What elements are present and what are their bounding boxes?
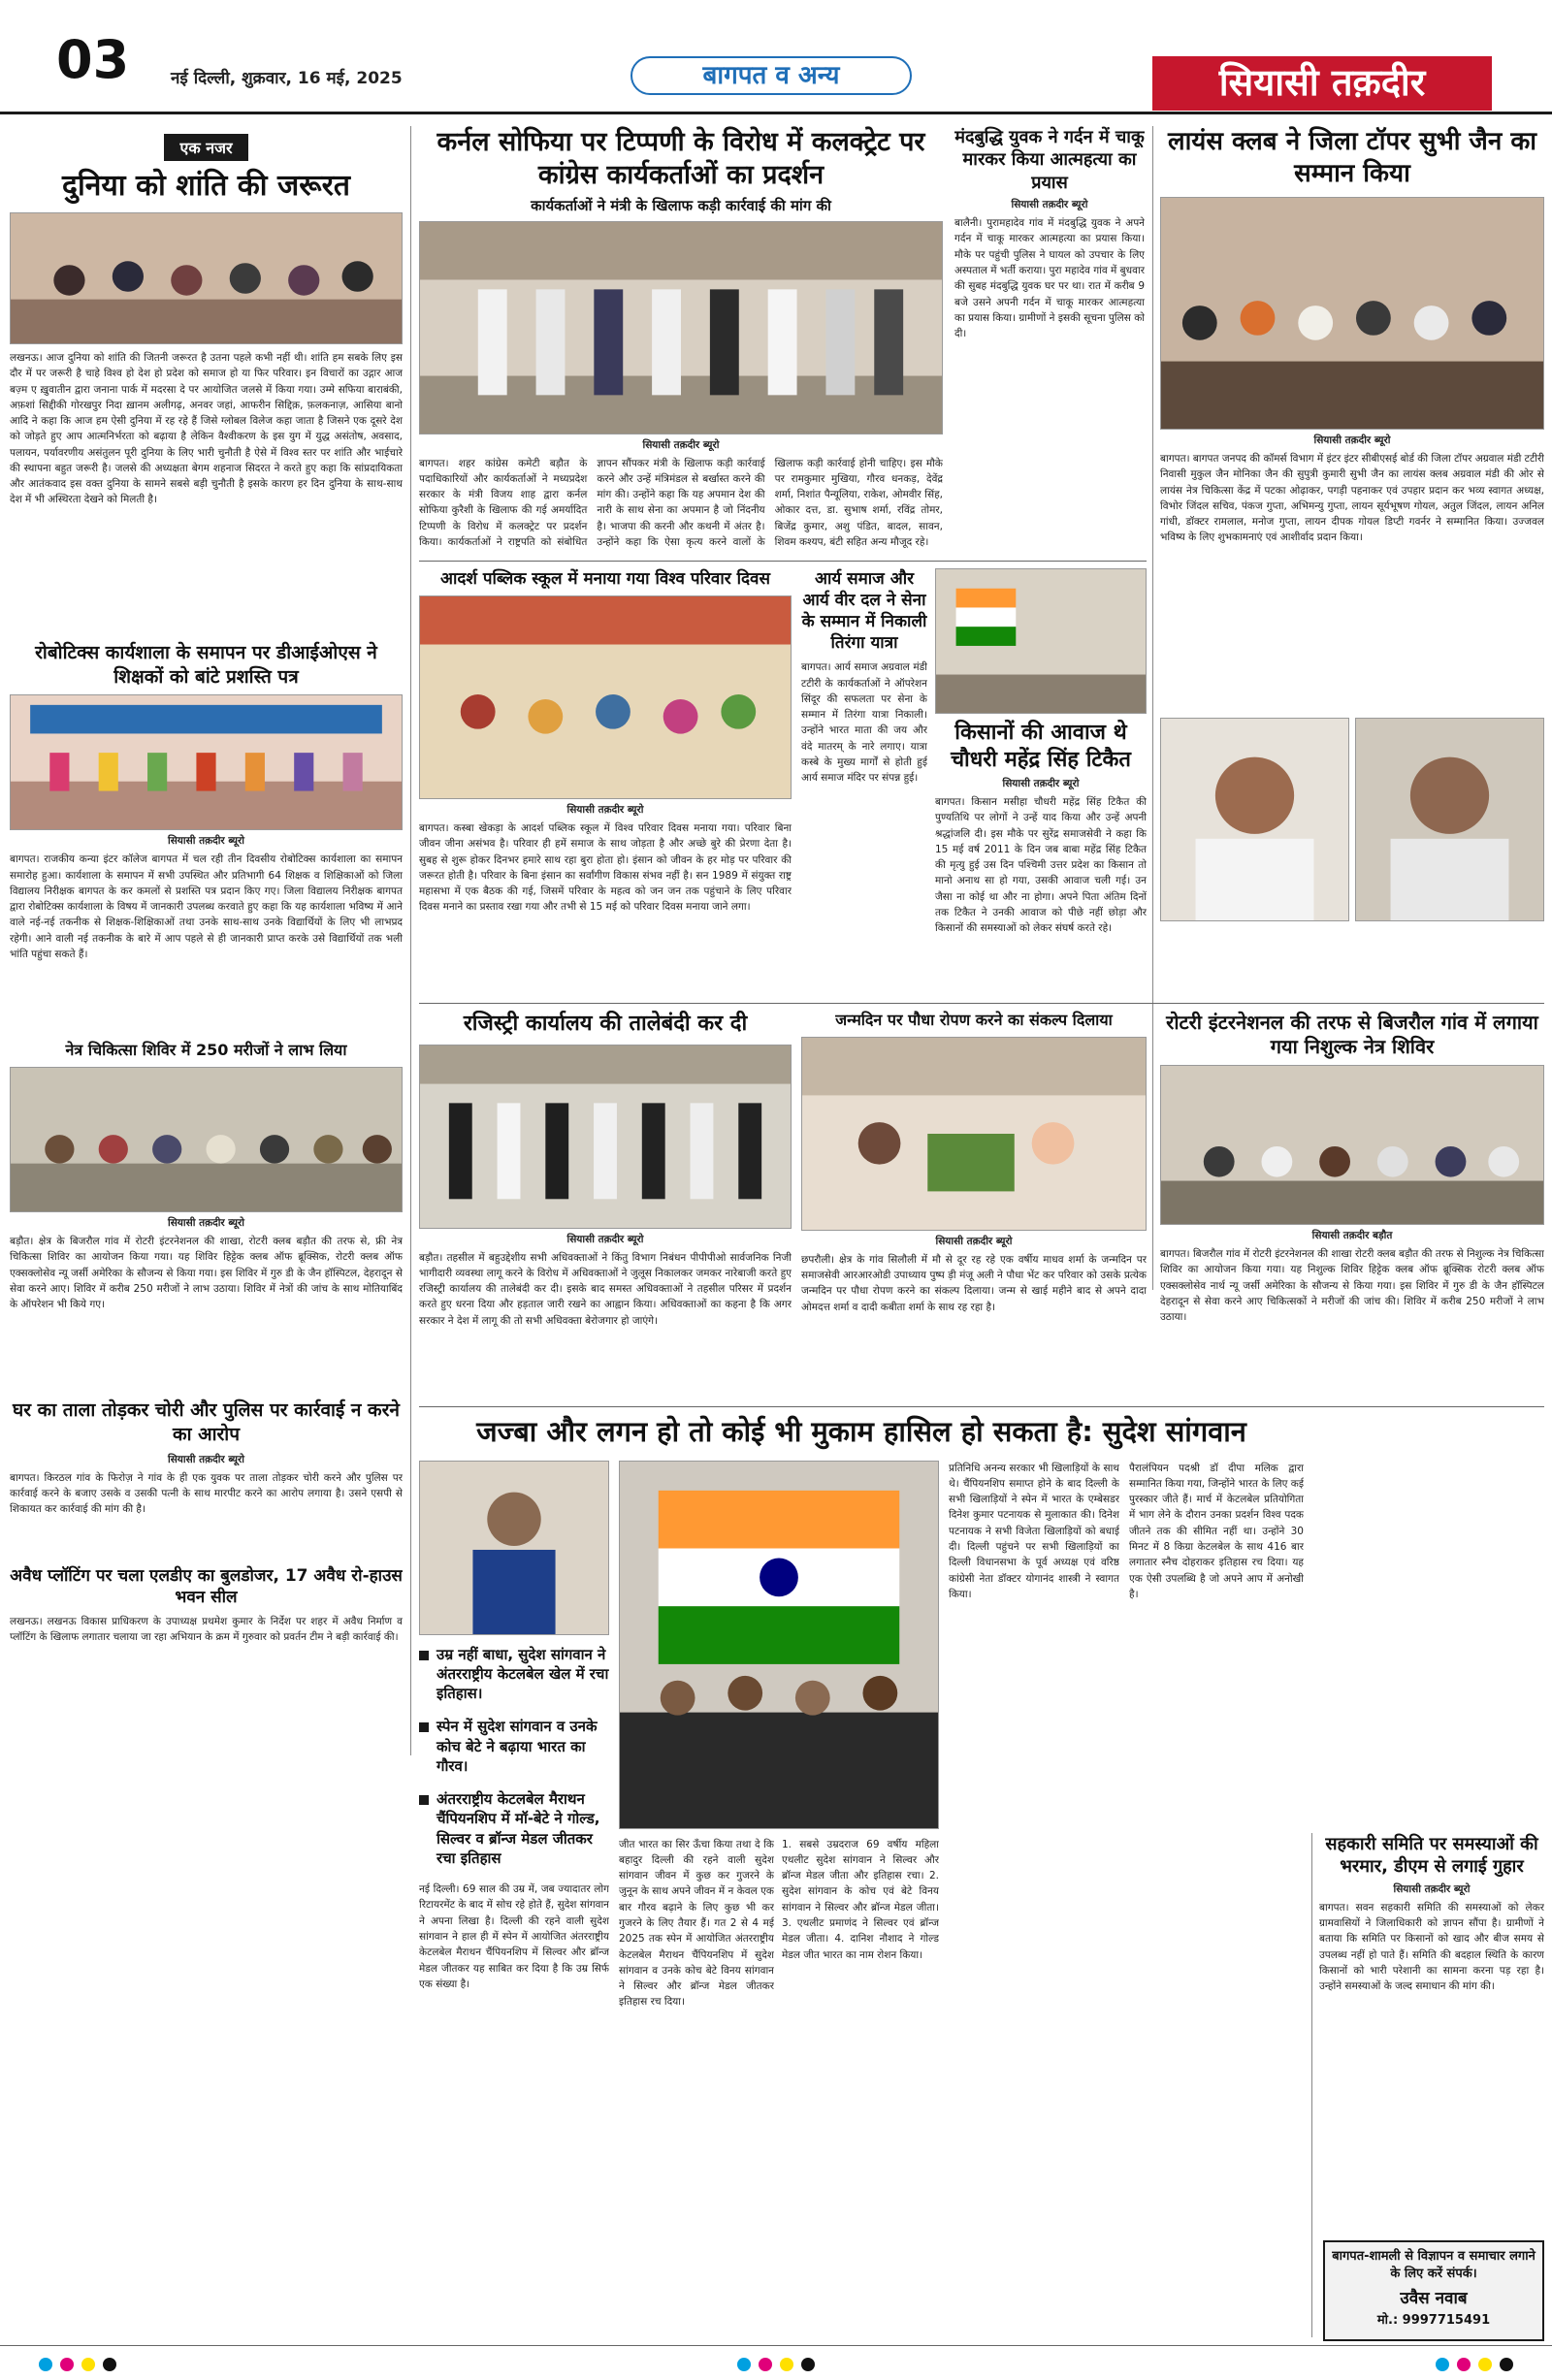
article-body: बागपत। किरठल गांव के फिरोज़ ने गांव के ही एक युवक पर ताला तोड़कर चोरी करने और पुलिस पर कार्रवाई करने के बजाए उसके व उसकी पत्नी के साथ मारपीट करने का आरोप लगाया है। उसने एसपी से शिकायत कर कार्रवाई की मांग की है। [10, 1471, 403, 1516]
registration-dot [759, 2358, 772, 2371]
article-body: बागपत। राजकीय कन्या इंटर कॉलेज बागपत में चल रही तीन दिवसीय रोबोटिक्स कार्यशाला का समापन समारोह हुआ। कार्यशाला के समापन में सभी उपस्थित और प्रतिभागी 64 शिक्षक व शिक्षिकाओं को जिला विद्यालय निरीक्षक बागपत के कर कमलों से प्रशस्ति पत्र प्रदान किए गए। जिला विद्यालय निरीक्षक बागपत द्वारा रोबोटिक्स कार्यशाला के विषय में जानकारी उपलब्ध करवाते हुए कहा कि यह कार्यशाला भविष्य में आने वाले नई-नई तकनीक से शिक्षक-शिक्षिकाओं तथा उनके साथ-साथ उनके विद्यार्थियों के लिए भी लाभप्रद रहेगी। आने वाली नई तकनीक के बारे में आप पहले से ही जानकारी प्राप्त करके उसे विद्यार्थियों तक भली भांति पहुंचा सकते हैं। [10, 853, 403, 960]
article-body: बागपत। सवन सहकारी समिति की समस्याओं को लेकर ग्रामवासियों ने जिलाधिकारी को ज्ञापन सौंपा है। ग्रामीणों ने बताया कि समिति पर किसानों को खाद और बीज समय से उपलब्ध नहीं हो पाते हैं। समिति की बदहाल स्थिति के कारण किसानों को भारी परेशानी का सामना करना पड़ रहा है। उन्होंने समस्याओं के जल्द समाधान की मांग की। [1319, 1901, 1544, 1993]
ad-contact-name: उवैस नवाब [1400, 2289, 1468, 2309]
registration-dot [39, 2358, 52, 2371]
print-registration-bar [0, 2345, 1552, 2380]
bullet-text: उम्र नहीं बाधा, सुदेश सांगवान ने अंतरराष्ट्रीय केटलबेल खेल में रचा इतिहास। [436, 1645, 609, 1703]
section-divider [419, 1406, 1544, 1407]
headline: सहकारी समिति पर समस्याओं की भरमार, डीएम से लगाई गुहार [1325, 1834, 1538, 1878]
registration-dot [1457, 2358, 1471, 2371]
portrait-photo [1355, 718, 1544, 921]
headline: आदर्श पब्लिक स्कूल में मनाया गया विश्व परिवार दिवस [439, 569, 771, 589]
byline: सियासी तक़दीर ब्यूरो [1011, 199, 1088, 211]
byline: सियासी तक़दीर ब्यूरो [566, 804, 644, 817]
registration-dot [1500, 2358, 1513, 2371]
headline: लायंस क्लब ने जिला टॉपर सुभी जैन का सम्मान किया [1167, 127, 1537, 188]
tikait-photos [1160, 718, 1544, 1009]
article-body: लखनऊ। आज दुनिया को शांति की जितनी जरूरत है उतना पहले कभी नहीं थी। शांति हम सबके लिए इस दौर में पर जरूरी है चाहे विश्व हो देश हो प्रदेश को समाज हो या फिर परिवार। इन विचारों का उद्गार आज बज़्म ए ख़ुवातीन द्वारा जनाना पार्क में मदरसा दे पर आयोजित जलसे में किया गया। उम्मे सफिया बाराबंकी, अफ़शां सिद्दीकी गोरखपुर निदा ख़ानम अलीगढ़, अनवर जहां, आफरीन सिद्दिक़, फ़लकनाज़, आसिया बानो आदि ने कहा कि आज हम ऐसी दुनिया में रह रहे हैं जिसे ग्लोबल विलेज कहा जाता है जिसने एक दूसरे देश को जोड़ते हुए आप आत्मनिर्भरता को बढ़ाया है लेकिन वैश्वीकरण के इस युग में युद्ध असंतोष, अवसाद, पलायन, पर्यावरणीय असंतुलन पूरी दुनिया के लिए भारी चुनौती है ऐसे में विश्व स्तर पर शांति और भाईचारे की स्थापना बहुत जरूरी है। जलसे की अध्यक्षता बेगम शहनाज सिदरत ने करते हुए कहा कि सांप्रदायिकता और आतंकवाद इस वक्त दुनिया के सामने सबसे बड़ी चुनौती है इसके कारण हर दिन दुनिया के साथ-साथ देश में भी अस्थिरता देखने को मिलती है। [10, 352, 403, 506]
news-photo [10, 212, 403, 344]
registration-dot [60, 2358, 74, 2371]
registration-dot [1436, 2358, 1449, 2371]
article-body: बागपत। किसान मसीहा चौधरी महेंद्र सिंह टिकैत की पुण्यतिथि पर लोगों ने उन्हें याद किया और उन्हें अपनी श्रद्धांजलि दी। इस मौके पर सुरेंद्र समाजसेवी ने कहा कि 15 मई वर्ष 2011 के दिन जब बाबा महेंद्र सिंह टिकैत की मृत्यु हुई उस दिन पश्चिमी उत्तर प्रदेश का किसान तो मानो अनाथ सा हो गया, उसकी आवाज चली गई। उन जैसा ना कोई था और ना होगा। अपने पिता अंतिम दिनों तक टिकैत ने उनकी आवाज को पीछे नहीं छोड़ा और किसानों की समस्याओं को लेकर संघर्ष करते रहे। [935, 796, 1147, 935]
news-photo [419, 595, 792, 799]
registration-dot [801, 2358, 815, 2371]
headline: दुनिया को शांति की जरूरत [62, 169, 350, 203]
headline: आर्य समाज और आर्य वीर दल ने सेना के सम्मान में निकाली तिरंगा यात्रा [801, 569, 927, 654]
news-photo [10, 694, 403, 830]
article-body: बड़ौत। क्षेत्र के बिजरौल गांव में रोटरी इंटरनेशनल की शाखा, रोटरी क्लब बड़ौत की तरफ से, फ्री नेत्र चिकित्सा शिविर का आयोजन किया गया। यह शिविर हिट्टेक क्लब ऑफ ब्रूक्सिक, रोटरी क्लब ऑफ एक्सक्लोसेव न्यू जर्सी अमेरिका के सौजन्य से किया गया। इस शिविर में गुरु डी के जैन हॉस्पिटल, देहरादून से सेवा करने आए। शिविर में करीब 250 मरीजों ने लाभ उठाया। शिविर में नेत्रों की जांच के साथ मोतियाबिंद के ऑपरेशन भी किये गए। [10, 1236, 403, 1311]
byline: सियासी तक़दीर ब्यूरो [1313, 434, 1391, 446]
page-number: 03 [56, 29, 130, 90]
issue-date: नई दिल्ली, शुक्रवार, 16 मई, 2025 [171, 69, 403, 88]
story-rotary [1160, 1011, 1544, 1399]
headline: अवैध प्लॉटिंग पर चला एलडीए का बुलडोजर, 17 अवैध रो-हाउस भवन सील [10, 1565, 403, 1607]
highlight-bullet [419, 1645, 609, 1704]
headline: रोटरी इंटरनेशनल की तरफ से बिजरौल गांव में लगाया गया निशुल्क नेत्र शिविर [1166, 1011, 1538, 1058]
bullet-text: स्पेन में सुदेश सांगवान व उनके कोच बेटे ने बढ़ाया भारत का गौरव। [436, 1718, 598, 1775]
news-photo [801, 1037, 1147, 1231]
feature-story [419, 1414, 1304, 2335]
article-body: लखनऊ। लखनऊ विकास प्राधिकरण के उपाध्यक्ष प्रथमेश कुमार के निर्देश पर शहर में अवैध निर्माण व प्लॉटिंग के खिलाफ लगातार चलाया जा रहा अभियान के क्रम में गुरुवार को प्रवर्तन टीम ने बड़ी कार्रवाई की। [10, 1615, 403, 1643]
article-body: प्रतिनिधि अनन्य सरकार भी खिलाड़ियों के साथ थे। चैंपियनशिप समाप्त होने के बाद दिल्ली के सभी खिलाड़ियों ने स्पेन में भारत के एम्बेसडर दिनेश कुमार पटनायक से मुलाकात की। दिनेश पटनायक ने सभी विजेता खिलाड़ियों को बधाई दी। दिल्ली पहुंचने पर सभी खिलाड़ियों का दिल्ली विधानसभा के पूर्व अध्यक्ष एवं वरिष्ठ कांग्रेसी नेता डॉक्टर योगानंद शास्त्री ने स्वागत किया। [949, 1462, 1119, 1600]
story-registry [419, 1011, 792, 1399]
registration-dot [103, 2358, 116, 2371]
feature-headline: जज्बा और लगन हो तो कोई भी मुकाम हासिल हो सकता है: सुदेश सांगवान [476, 1415, 1246, 1448]
masthead [0, 0, 1552, 114]
lead-story [419, 126, 943, 553]
newspaper-brand: सियासी तक़दीर [1152, 56, 1492, 111]
article-body: बागपत। शहर कांग्रेस कमेटी बड़ौत के पदाधिकारियों और कार्यकर्ताओं ने मध्यप्रदेश सरकार के मंत्री विजय शाह द्वारा कर्नल सोफिया कुरैशी के खिलाफ की गई अमर्यादित टिप्पणी के विरोध में कलक्ट्रेट पर प्रदर्शन किया। कार्यकर्ताओं ने राष्ट्रपति को संबोधित ज्ञापन सौंपकर मंत्री के खिलाफ कड़ी कार्रवाई करने और उन्हें मंत्रिमंडल से बर्खास्त करने की मांग की। उन्होंने कहा कि यह अपमान देश की नारी के साथ सेना का अपमान है जो निंदनीय है। भाजपा की करनी और कथनी में अंतर है। उन्होंने कहा कि ऐसा कृत्य करने वालों के खिलाफ कड़ी कार्रवाई होनी चाहिए। इस मौके पर रामकुमार मुखिया, गौरव धनकड़, देवेंद्र शर्मा, निशांत पैन्यूलिया, राकेश, ओमवीर सिंह, ओकार दत्त, डा. सुभाष शर्मा, रविंद्र तोमर, बिजेंद्र कुमार, अशु पंडित, बादल, सावन, शिवम कश्यप, बंटी सहित अन्य मौजूद रहे। [419, 457, 943, 548]
ad-contact-phone: मो.: 9997715491 [1376, 2313, 1491, 2329]
section-title: बागपत व अन्य [630, 56, 912, 95]
byline: सियासी तक़दीर बड़ौत [1311, 1230, 1393, 1241]
news-photo [1160, 1065, 1544, 1225]
story-plantation [801, 1011, 1147, 1399]
column-rule [410, 126, 411, 1755]
headline: रोबोटिक्स कार्यशाला के समापन पर डीआईओएस ने शिक्षकों को बांटे प्रशस्ति पत्र [35, 642, 377, 688]
article-body: छपरौली। क्षेत्र के गांव सिलौली में मौ से दूर रह रहे एक वर्षीय माधव शर्मा के जन्मदिन पर समाजसेवी आरआरओडी उपाध्याय पुष्प ड़ी मंजू अली ने पौधा भेंट कर परिवार को उसके प्रत्येक जन्मदिन पर पौधा रोपण करने का संकल्प दिलाया। जन्म से खाई महीने बाद से अपने दादा ओमदत्त शर्मा व दादी कबीता शर्मा के साथ रह रहा है। [801, 1253, 1147, 1313]
news-photo [10, 1067, 403, 1212]
news-photo [1160, 197, 1544, 430]
section-divider [419, 1003, 1544, 1004]
article-body: बड़ौत। तहसील में बहुउद्देशीय सभी अधिवक्ताओं ने किंतु विभाग निबंधन पीपीपीओ सार्वजनिक निजी भागीदारी व्यवस्था लागू करने के विरोध में अधिवक्ताओं ने जुलूस निकालकर जमकर नारेबाजी करते हुए रजिस्ट्री कार्यालय की तालेबंदी कर दी। इसके बाद समस्त अधिवक्ताओं ने तहसील परिसर में प्रदर्शन करते हुए धरना दिया और हड़ताल जारी रखने का आह्वान किया। अधिवक्ताओं का कहना है कि अगर सरकार ने देश में लागू की तो सभी अधिवक्ता बेरोजगार हो जाएंगे। [419, 1251, 792, 1327]
column-rule [1152, 126, 1153, 1290]
highlight-bullet [419, 1717, 609, 1776]
portrait-photo [1160, 718, 1349, 921]
left-column [10, 134, 403, 2335]
news-photo [419, 1045, 792, 1229]
headline: घर का ताला तोड़कर चोरी और पुलिस पर कार्रवाई न करने का आरोप [13, 1399, 400, 1445]
right-top-story [1160, 126, 1544, 655]
headline: जन्मदिन पर पौधा रोपण करने का संकल्प दिलाया [835, 1011, 1113, 1029]
byline: सियासी तक़दीर ब्यूरो [167, 1453, 244, 1465]
byline: सियासी तक़दीर ब्यूरो [642, 438, 720, 451]
story-school [419, 568, 792, 995]
article-body: पैरालंपियन पदश्री डॉ दीपा मलिक द्वारा सम्मानित किया गया, जिन्होंने भारत के लिए कई पुरस्कार जीते हैं। मार्च में केटलबेल प्रतियोगिता में भाग लेने के दौरान उनका प्रदर्शन विश्व पदक जीतने तक की सीमित नहीं था। उन्होंने 30 मिनट में 8 किग्रा केटलबेल के साथ 416 बार लगातार स्नैच दोहराकर इतिहास रच दिया। यह एक ऐसी उपलब्धि है जो अपने आप में अनोखी है। [1129, 1462, 1304, 1600]
news-photo [419, 221, 943, 434]
kicker-label: एक नजर [164, 134, 247, 161]
byline: सियासी तक़दीर ब्यूरो [167, 1217, 244, 1230]
article-body: बागपत। बागपत जनपद की कॉमर्स विभाग में इंटर इंटर सीबीएसई बोर्ड की जिला टॉपर अग्रवाल मंडी टटीरी निवासी मुकुल जैन मोनिका जैन की सुपुत्री कुमारी सुभी जैन का लायंस क्लब अग्रवाल मंडी की ओर से लायंस नेत्र चिकित्सा केंद्र में पटका ओढ़ाकर, पगड़ी पहनाकर एवं उपहार प्रदान कर भव्य स्वागत अध्यक्ष, विभोर जिंदल सचिव, पंकज गुप्ता, अभिमन्यु गुप्ता, लायन सूर्यभूषण गोयल, अतुल जिंदल, लायन अनिल गांधी, डॉक्टर रामलाल, मनोज गुप्ता, लायन दीपक गोयल डिप्टी गवर्नर ने सम्मानित किया। उज्जवल भविष्य के लिए शुभकामनाएं एवं आशीर्वाद प्रदान किया। [1160, 453, 1544, 544]
article-body: 1. सबसे उम्रदराज 69 वर्षीय महिला एथलीट सुदेश सांगवान ने सिल्वर और ब्रॉन्ज मेडल जीता और इतिहास रचा। 2. सुदेश सांगवान के कोच एवं बेटे विनय सांगवान ने सिल्वर और ब्रॉन्ज मेडल जीता। 3. एथलीट प्रमाणंद ने सिल्वर एवं ब्रॉन्ज मेडल जीता। 4. दानिश नौशाद ने गोल्ड मेडल जीत भारत का नाम रोशन किया। [782, 1838, 939, 1961]
article-body: बागपत। कस्बा खेकड़ा के आदर्श पब्लिक स्कूल में विश्व परिवार दिवस मनाया गया। परिवार बिना जीवन जीना असंभव है। परिवार ही हमें समाज के साथ जोड़ता है और अच्छे बुरे की प्रेरणा देता है। सुबह से शुरू होकर दिनभर हमारे साथ रहा बुरा होता हो। इंसान को जीवन के हर मोड़ पर परिवार की जरूरत होती है। परिवार के बिना इंसान का सर्वांगीण विकास संभव नहीं है। सन 1989 में संयुक्त राष्ट्र महासभा में एक बैठक की गई, जिसमें परिवार के महत्व को जन जन तक पहुंचाने के लिए परिवार दिवस मनाने का प्रस्ताव रखा गया और तभी से 15 मई को परिवार दिवस मनाया जाने लगा। [419, 822, 792, 914]
headline: रजिस्ट्री कार्यालय की तालेबंदी कर दी [463, 1012, 748, 1036]
registration-dot [737, 2358, 751, 2371]
headline: मंदबुद्धि युवक ने गर्दन में चाकू मारकर किया आत्महत्या का प्रयास [954, 127, 1145, 193]
byline: सियासी तक़दीर ब्यूरो [935, 1235, 1013, 1247]
team-photo [619, 1461, 939, 1829]
byline: सियासी तक़दीर ब्यूरो [1393, 1882, 1471, 1895]
registration-dot [1478, 2358, 1492, 2371]
article-body: बागपत। आर्य समाज अग्रवाल मंडी टटीरी के कार्यकर्ताओं ने ऑपरेशन सिंदूर की सफलता पर सेना के सम्मान में तिरंगा यात्रा निकाली। उन्होंने भारत माता की जय और वंदे मातरम् के नारे लगाए। यात्रा कस्बे के मुख्य मार्गों से होती हुई आर्य समाज मंदिर पर संपन्न हुई। [801, 661, 927, 785]
article-body: जीत भारत का सिर ऊँचा किया तथा दे कि बहादुर दिल्ली की रहने वाली सुदेश सांगवान जीवन में कुछ कर गुजरने के जुनून के साथ अपने जीवन में न केवल एक बार गौरव बढ़ाने के लिए कुछ भी कर गुजरने के लिए तैयार हैं। गत 2 से 4 मई 2025 तक स्पेन में आयोजित अंतरराष्ट्रीय केटलबेल मैराथन चैंपियनशिप में सुदेश सांगवान व उनके कोच बेटे विनय सांगवान ने सिल्वर और ब्रॉन्ज मेडल जीतकर इतिहास रच दिया। [619, 1838, 774, 2009]
bullet-square [419, 1651, 429, 1660]
bullet-square [419, 1722, 429, 1732]
byline: सियासी तक़दीर ब्यूरो [566, 1233, 644, 1245]
lead-headline: कर्नल सोफिया पर टिप्पणी के विरोध में कलक्ट्रेट पर कांग्रेस कार्यकर्ताओं का प्रदर्शन [436, 127, 925, 190]
registration-dot [81, 2358, 95, 2371]
registration-dot [780, 2358, 793, 2371]
bullet-square [419, 1795, 429, 1805]
article-body: नई दिल्ली। 69 साल की उम्र में, जब ज्यादातर लोग रिटायरमेंट के बाद में सोच रहे होते हैं, सुदेश सांगवान ने अपना लिखा है। दिल्ली की रहने वाली सुदेश सांगवान ने हाल ही में स्पेन में आयोजित अंतरराष्ट्रीय केटलबेल मैराथन चैंपियनशिप में सिल्वर और ब्रॉन्ज मेडल जीतकर यह साबित कर दिया है कि उम्र सिर्फ एक संख्या है। [419, 1883, 609, 1990]
advertisement-contact-box [1323, 2240, 1544, 2341]
news-photo [935, 568, 1147, 714]
ad-text: बागपत-शामली से विज्ञापन व समाचार लगाने के लिए करें संपर्क। [1332, 2249, 1536, 2281]
bullet-text: अंतरराष्ट्रीय केटलबेल मैराथन चैंपियनशिप में मॉ-बेटे ने गोल्ड, सिल्वर व ब्रॉन्ज मेडल जीतकर रचा इतिहास [436, 1790, 600, 1867]
athlete-photo [419, 1461, 609, 1635]
column-rule [1311, 1833, 1312, 2337]
lead-subheadline: कार्यकर्ताओं ने मंत्री के खिलाफ कड़ी कार्रवाई की मांग की [531, 196, 831, 214]
byline: सियासी तक़दीर ब्यूरो [1002, 778, 1080, 789]
byline: सियासी तक़दीर ब्यूरो [167, 835, 244, 848]
highlight-bullet [419, 1789, 609, 1868]
section-divider [419, 561, 1147, 562]
article-body: बागपत। बिजरौल गांव में रोटरी इंटरनेशनल की शाखा रोटरी क्लब बड़ौत की तरफ से निशुल्क नेत्र चिकित्सा शिविर का आयोजन किया गया। यह निशुल्क शिविर हिट्टेक क्लब ऑफ ब्रूक्सिक रोटरी क्लब ऑफ एक्सक्लोसेव नार्थ न्यू जर्सी अमेरिका के सौजन्य से किया गया। इस शिविर में गुरु डी के जैन हॉस्पिटल देहरादून से सेवा करने आए चिकित्सकों ने मरीजों की जांच की। शिविर में करीब 250 मरीजों ने लाभ उठाया। [1160, 1248, 1544, 1324]
headline: किसानों की आवाज थे चौधरी महेंद्र सिंह टिकैत [951, 721, 1131, 772]
story-tiranga [801, 568, 1147, 995]
headline: नेत्र चिकित्सा शिविर में 250 मरीजों ने लाभ लिया [65, 1041, 347, 1060]
article-body: बालैनी। पुरामहादेव गांव में मंदबुद्धि युवक ने अपने गर्दन में चाकू मारकर आत्महत्या का प्रयास किया। मौके पर पहुंची पुलिस ने घायल को उपचार के लिए अस्पताल में भर्ती कराया। पुरा महादेव गांव में बुधवार की सुबह मंदबुद्धि युवक घर पर था। रात में करीब 9 बजे उसने अपनी गर्दन में चाकू मारकर आत्महत्या का प्रयास किया। ग्रामीणों ने इसकी सूचना पुलिस को दी। [954, 217, 1145, 340]
brief-story [954, 126, 1145, 553]
